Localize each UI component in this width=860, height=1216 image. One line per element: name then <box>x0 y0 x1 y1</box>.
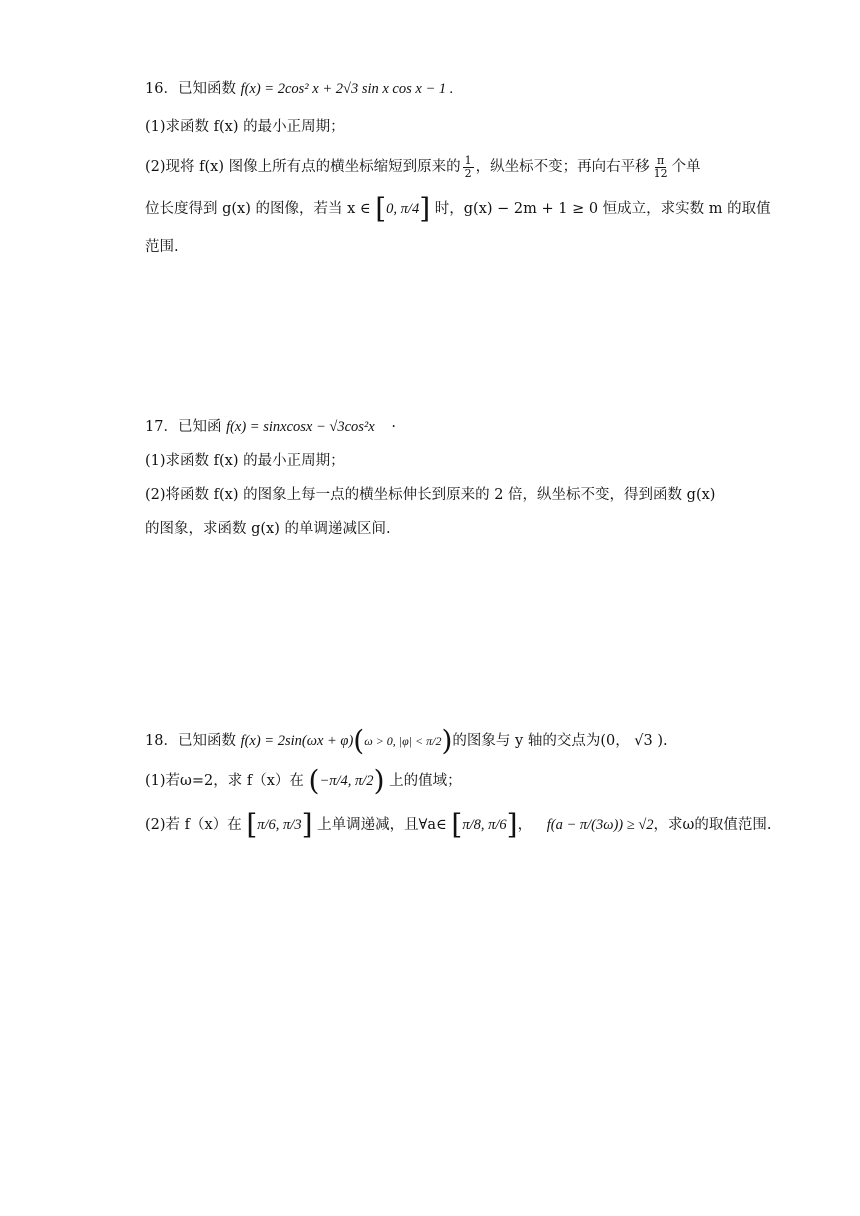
q18-stem-suffix: 的图象与 y 轴的交点为(0， √3 ). <box>452 733 668 749</box>
q18-inequality: f(a − π/(3ω)) ≥ √2 <box>546 817 654 833</box>
q17-stem-prefix: 已知函 <box>177 419 222 435</box>
q16-stem-prefix: 已知函数 <box>177 81 236 97</box>
q17-part2-line1: (2)将函数 f(x) 的图象上每一点的横坐标伸长到原来的 2 倍，纵坐标不变，得到函数 g(x) <box>145 487 716 503</box>
q18-interval-2: π/6, π/3 <box>257 817 302 833</box>
q16-fraction-half: $\frac{1}{2}$ <box>464 153 472 180</box>
q16-formula: f(x) = 2cos² x + 2√3 sin x cos x − 1 . <box>240 81 454 97</box>
q18-stem-prefix: 已知函数 <box>177 733 236 749</box>
q18-number: 18． <box>145 733 178 749</box>
q16-interval: 0, π/4 <box>386 201 420 217</box>
q18-formula: f(x) = 2sin(ωx + φ) <box>240 733 354 749</box>
q18-condition: ω > 0, |φ| < π/2 <box>364 734 442 748</box>
q16-part2-line3: 范围. <box>145 239 179 255</box>
q16-number: 16． <box>145 81 178 97</box>
q16-part2-line1: (2)现将 f(x) 图像上所有点的横坐标缩短到原来的 $\frac{1}{2}$ ，纵坐标不变；再向右平移 $\frac{\pi}{12}$ 个单 <box>145 153 701 180</box>
question-18 <box>145 724 772 842</box>
q16-stem <box>145 72 725 106</box>
q17-stem: 17．已知函 f(x) = sinxcosx − √3cos²x · <box>145 419 396 435</box>
q18-part1: (1)若ω=2，求 f（x）在 (−π/4, π/2) 上的值域； <box>145 764 462 797</box>
question-16 <box>145 72 771 264</box>
q17-number: 17． <box>145 419 178 435</box>
q18-interval-1: −π/4, π/2 <box>319 773 374 789</box>
q16-part2-line2: 位长度得到 g(x) 的图像，若当 x ∈ [0, π/4] 时，g(x) − 2m + 1 ≥ 0 恒成立，求实数 m 的取值 <box>145 192 771 225</box>
q17-part2-line2: 的图象，求函数 g(x) 的单调递减区间. <box>145 521 391 537</box>
q18-interval-3: π/8, π/6 <box>462 817 507 833</box>
q18-stem: 18．已知函数 f(x) = 2sin(ωx + φ)(ω > 0, |φ| < π/2)的图象与 y 轴的交点为(0， √3 ). <box>145 724 668 757</box>
q16-fraction-pi12: $\frac{\pi}{12}$ <box>653 153 668 180</box>
q16-part1: (1)求函数 f(x) 的最小正周期； <box>145 119 345 135</box>
question-17 <box>145 410 725 546</box>
q17-part1: (1)求函数 f(x) 的最小正周期； <box>145 453 345 469</box>
q18-part2: (2)若 f（x）在 [π/6, π/3] 上单调递减，且∀a∈ [π/8, π/6]， f(a − π/(3ω)) ≥ √2，求ω的取值范围. <box>145 808 772 841</box>
q17-formula: f(x) = sinxcosx − √3cos²x <box>226 419 375 435</box>
